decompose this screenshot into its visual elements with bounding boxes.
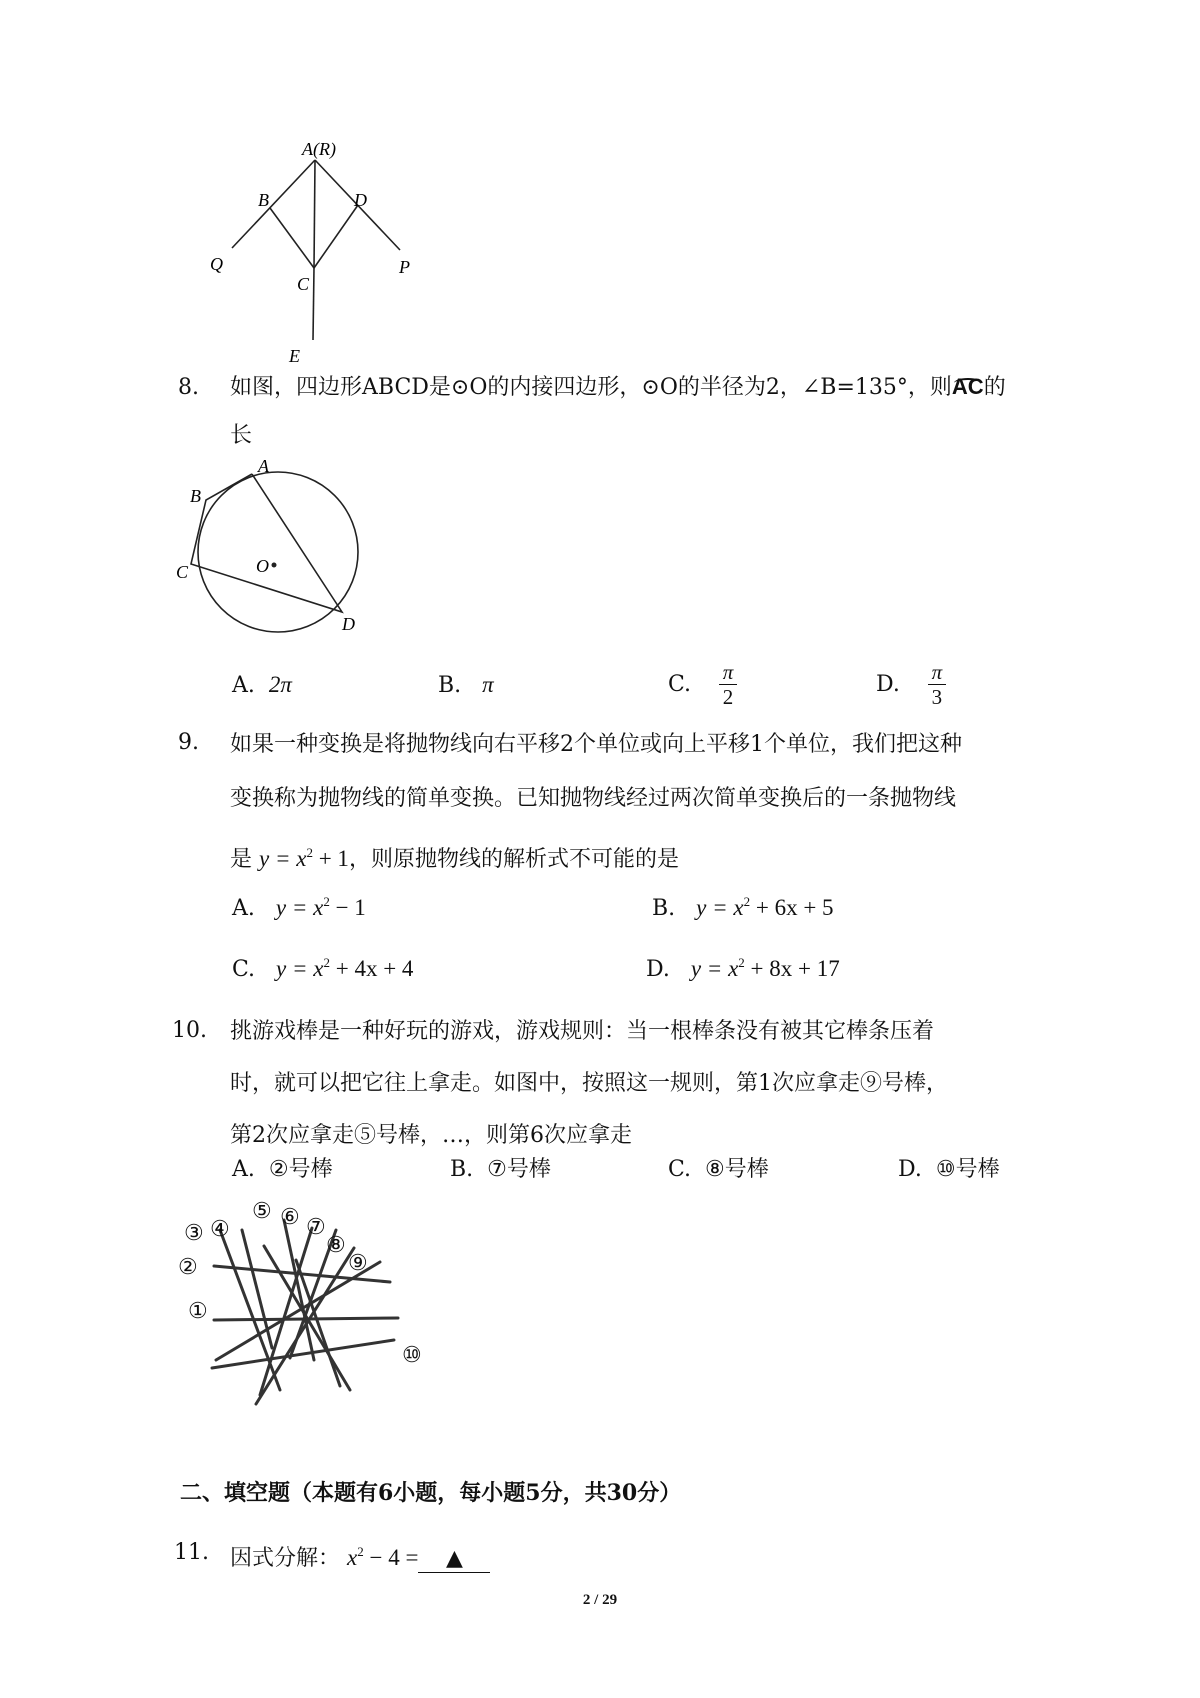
label-e: E: [289, 346, 300, 366]
question-11-prompt: 因式分解：: [230, 1546, 341, 1571]
figure-kite-construction: [190, 140, 450, 370]
question-number-11: 11.: [174, 1540, 209, 1565]
label-p: P: [399, 257, 410, 277]
question-9-equation: $y = x^2 + 1$: [259, 845, 349, 871]
fig8-label-d: D: [342, 614, 355, 634]
question-9-line3-pre: 是: [230, 847, 253, 872]
question-9-line2: 变换称为抛物线的简单变换。已知抛物线经过两次简单变换后的一条抛物线: [230, 786, 957, 811]
question-8-line2: 长: [230, 423, 253, 448]
label-c: C: [297, 274, 310, 294]
question-9-line1: 如果一种变换是将抛物线向右平移2个单位或向上平移1个单位，我们把这种: [230, 732, 962, 757]
stick-label-1: ①: [188, 1298, 208, 1323]
answer-triangle-icon: ▲: [445, 1546, 463, 1571]
fig8-label-c: C: [176, 562, 189, 582]
question-11-expression: $x^2 - 4$ =: [347, 1544, 419, 1570]
question-number-9: 9.: [178, 730, 199, 755]
q8-option-b[interactable]: B. π: [438, 672, 494, 698]
q10-option-c[interactable]: C. ⑧号棒: [668, 1157, 769, 1182]
q9-option-c[interactable]: C. $y = x^2 + 4x + 4$: [232, 955, 414, 982]
question-9-line3-post: ，则原抛物线的解析式不可能的是: [348, 847, 679, 872]
question-8-line1: 如图，四边形ABCD是⊙O的内接四边形，⊙O的半径为2，∠B=135°，则: [230, 375, 952, 400]
question-10-line1: 挑游戏棒是一种好玩的游戏，游戏规则：当一根棒条没有被其它棒条压着: [230, 1019, 935, 1044]
stick-10: [212, 1340, 394, 1368]
page-number: 2 / 29: [582, 1592, 618, 1608]
q9-option-b[interactable]: B. $y = x^2 + 6x + 5$: [652, 894, 834, 921]
section-2-heading: 二、填空题（本题有6小题，每小题5分，共30分）: [180, 1480, 682, 1506]
label-a-r: A(R): [302, 139, 336, 159]
question-8-text: [230, 363, 1030, 460]
answer-blank[interactable]: [418, 1546, 490, 1573]
q8-option-c[interactable]: C. $\frac{\pi}{2}$: [668, 660, 737, 709]
question-8-tail: 的: [983, 375, 1006, 400]
stick-label-4: ④: [210, 1216, 230, 1241]
stick-label-3: ③: [184, 1220, 204, 1245]
stick-label-10: ⑩: [402, 1342, 422, 1367]
q9-option-a[interactable]: A. $y = x^2 - 1$: [232, 894, 366, 921]
question-number-10: 10.: [172, 1018, 207, 1043]
q8-option-a[interactable]: A. 2π: [232, 672, 292, 698]
stick-label-8: ⑧: [326, 1232, 346, 1257]
q9-option-d[interactable]: D. $y = x^2 + 8x + 17$: [646, 955, 840, 982]
fig8-label-b: B: [190, 486, 201, 506]
fig8-label-a: A: [258, 456, 269, 476]
figure-inscribed-quadrilateral: [176, 456, 356, 650]
label-d: D: [354, 190, 367, 210]
stick-label-6: ⑥: [280, 1204, 300, 1229]
question-number-8: 8.: [178, 375, 199, 400]
label-q: Q: [210, 254, 223, 274]
arc-ac-label: AC: [951, 374, 984, 399]
fig8-label-o: O: [256, 556, 269, 576]
q10-option-d[interactable]: D. ⑩号棒: [898, 1157, 1000, 1182]
figure-pick-up-sticks: [180, 1190, 440, 1410]
stick-label-7: ⑦: [306, 1214, 326, 1239]
question-10-text: [230, 1006, 1050, 1162]
question-10-line2: 时，就可以把它往上拿走。如图中，按照这一规则，第1次应拿走⑨号棒，: [230, 1071, 948, 1096]
q8-option-d[interactable]: D. $\frac{\pi}{3}$: [876, 660, 946, 709]
question-9-text: [230, 718, 1050, 887]
stick-label-9: ⑨: [348, 1250, 368, 1275]
question-10-line3: 第2次应拿走⑤号棒，…，则第6次应拿走: [230, 1123, 632, 1148]
q10-option-a[interactable]: A. ②号棒: [232, 1157, 333, 1182]
label-b: B: [258, 190, 269, 210]
stick-label-2: ②: [178, 1254, 198, 1279]
stick-label-5: ⑤: [252, 1198, 272, 1223]
question-11-text: [230, 1528, 490, 1583]
q10-option-b[interactable]: B. ⑦号棒: [450, 1157, 551, 1182]
